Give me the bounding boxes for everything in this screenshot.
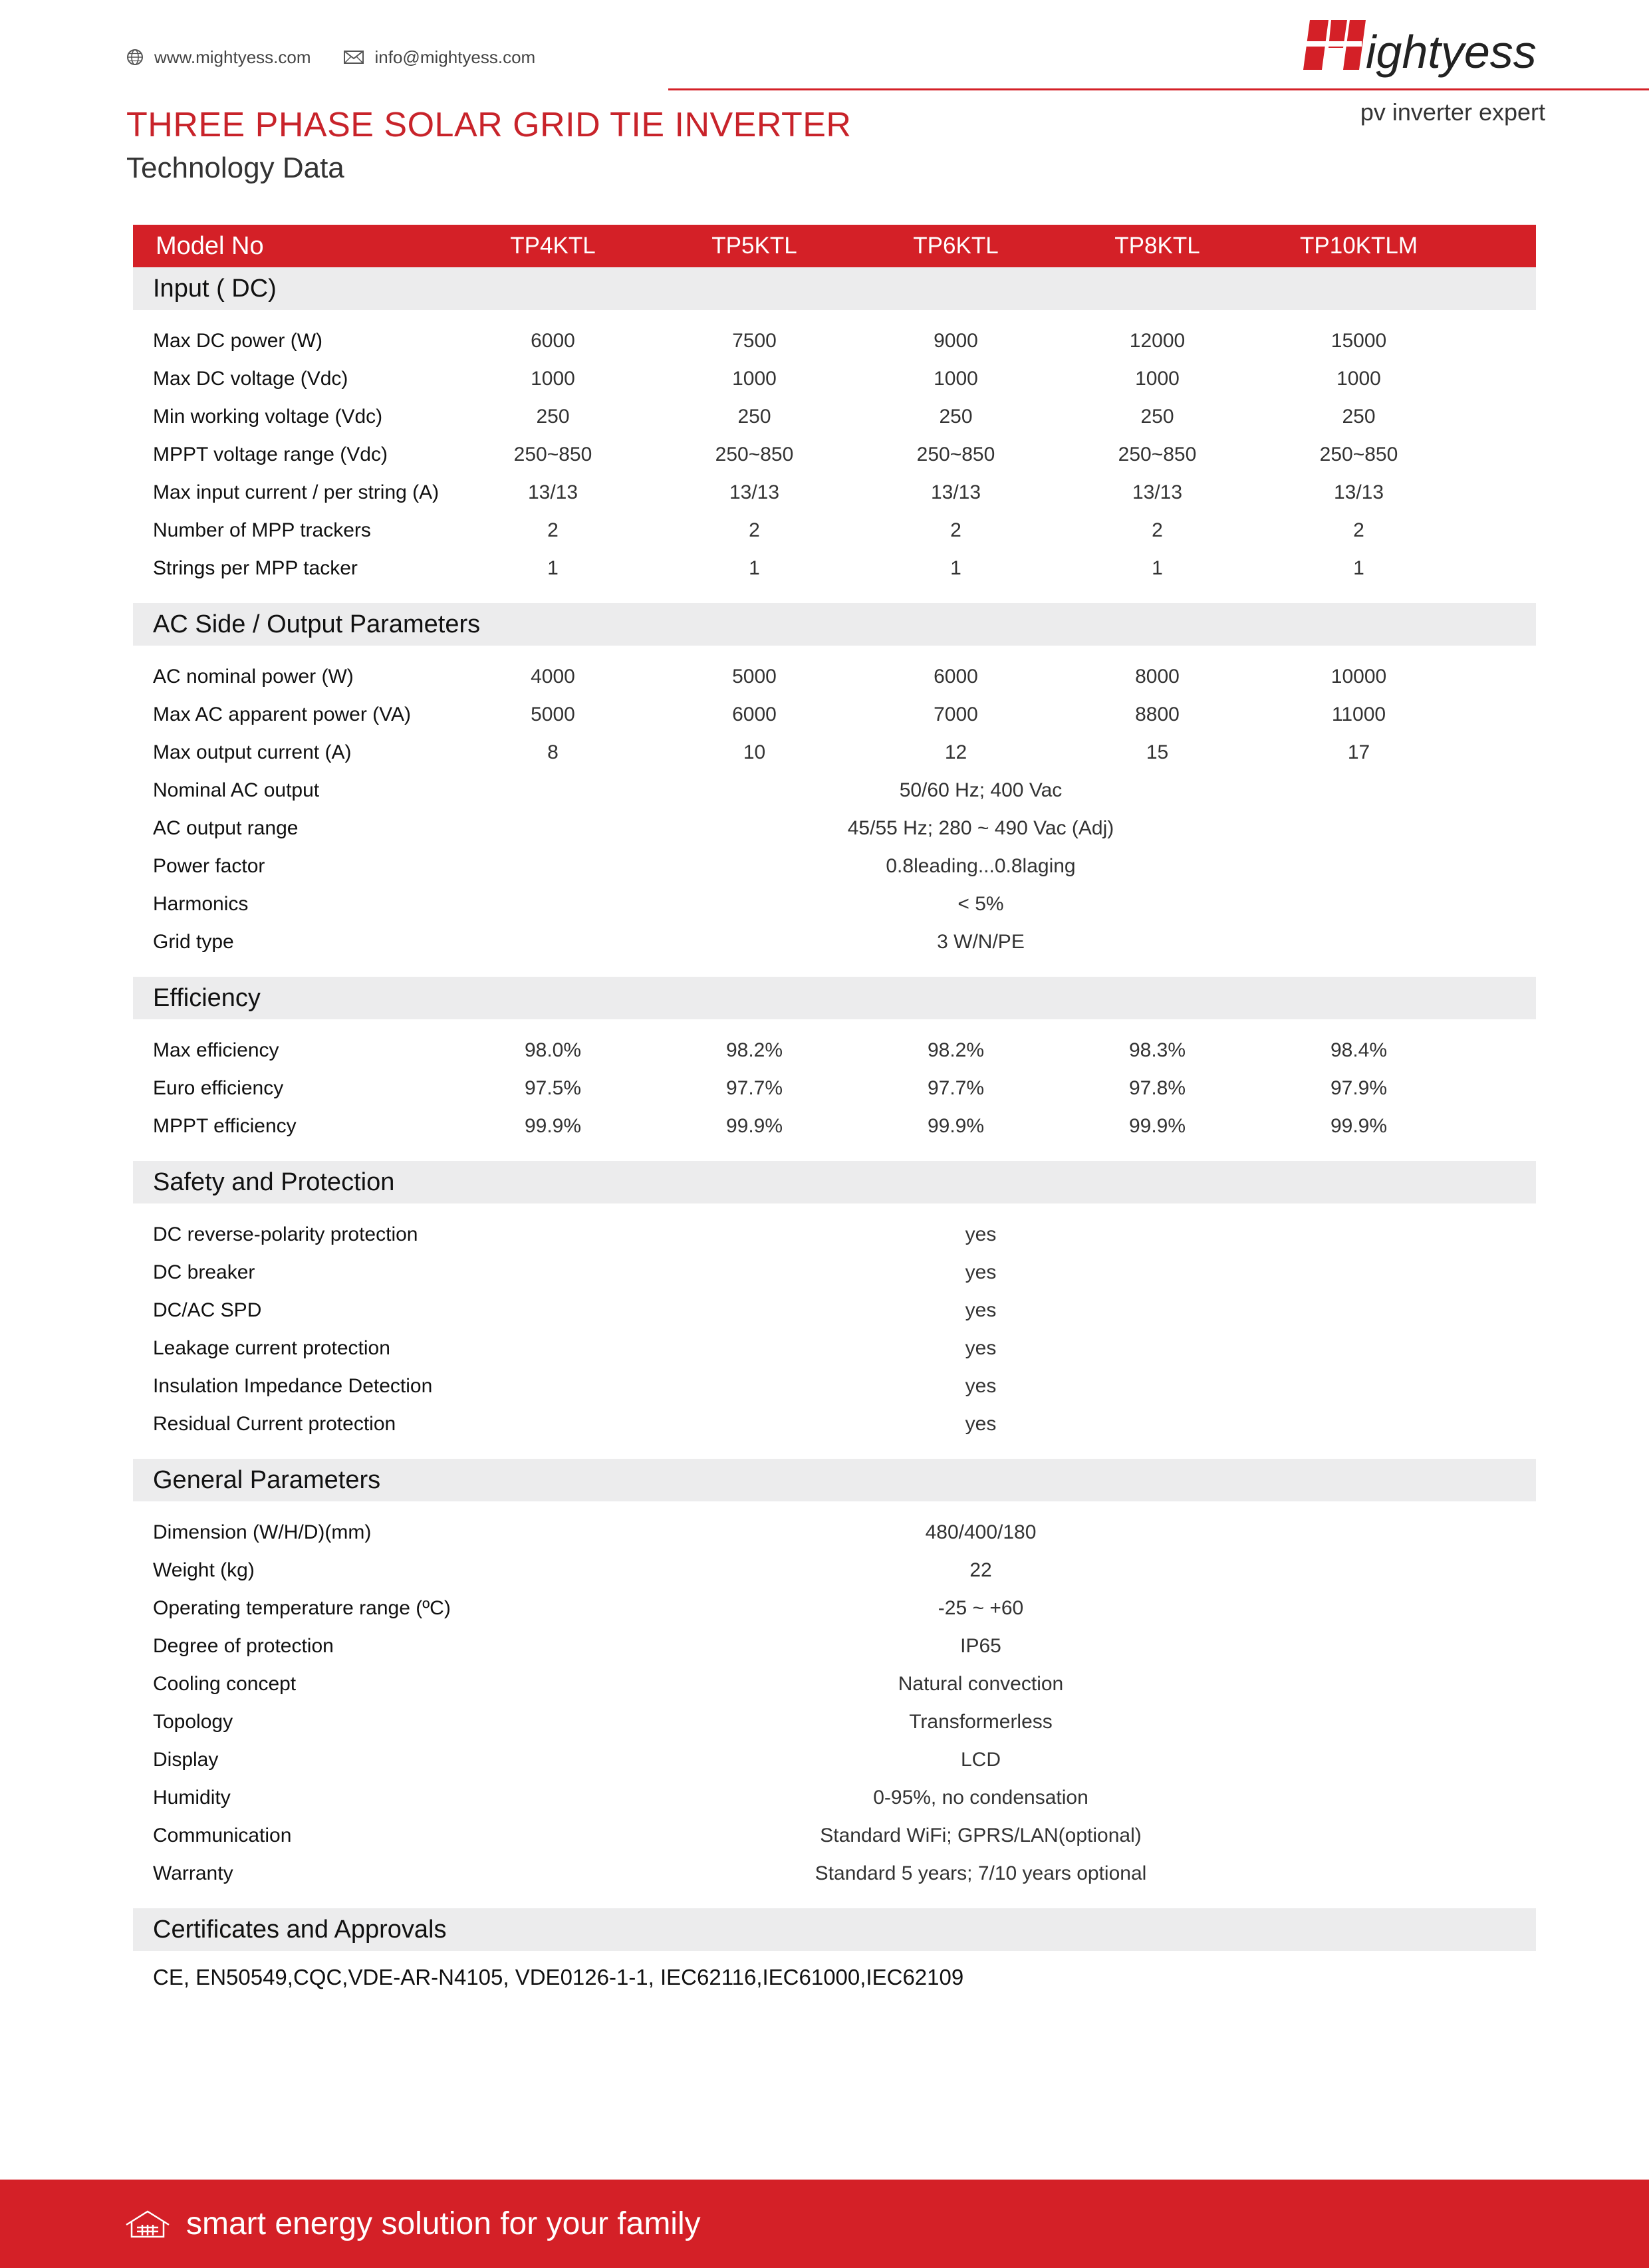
cell-value: 250 xyxy=(1342,405,1376,428)
cell-value: yes xyxy=(965,1261,997,1283)
cell-value: 10 xyxy=(743,741,766,763)
cell-value: 13/13 xyxy=(527,481,578,503)
section-title-general: General Parameters xyxy=(133,1459,1536,1501)
cell-value: Transformerless xyxy=(909,1710,1053,1733)
model-name: TP8KTL xyxy=(1114,233,1200,259)
row-label: Max output current (A) xyxy=(153,741,352,763)
row-label: Strings per MPP tacker xyxy=(153,557,358,579)
cell-value: 45/55 Hz; 280 ~ 490 Vac (Adj) xyxy=(847,817,1114,839)
row-label: Min working voltage (Vdc) xyxy=(153,405,383,428)
table-row xyxy=(133,1854,1536,1892)
table-row xyxy=(133,1215,1536,1253)
cell-value: IP65 xyxy=(960,1634,1001,1657)
table-row xyxy=(133,1069,1536,1107)
row-label: AC output range xyxy=(153,817,299,839)
cell-value: 2 xyxy=(547,519,559,541)
cell-value: 250~850 xyxy=(1118,443,1197,465)
website-item[interactable] xyxy=(126,47,311,68)
table-row xyxy=(133,398,1536,436)
model-name: TP4KTL xyxy=(510,233,596,259)
cell-value: yes xyxy=(965,1374,997,1397)
section-title-safety: Safety and Protection xyxy=(133,1161,1536,1203)
row-label: Degree of protection xyxy=(153,1634,334,1657)
cell-value: Natural convection xyxy=(898,1672,1064,1695)
row-label: Dimension (W/H/D)(mm) xyxy=(153,1521,372,1543)
row-label: MPPT voltage range (Vdc) xyxy=(153,443,388,465)
cell-value: Standard WiFi; GPRS/LAN(optional) xyxy=(820,1824,1142,1846)
cell-value: 17 xyxy=(1347,741,1370,763)
cell-value: 2 xyxy=(749,519,760,541)
document-title: THREE PHASE SOLAR GRID TIE INVERTER xyxy=(126,106,852,144)
cell-value: 2 xyxy=(950,519,961,541)
row-label: Power factor xyxy=(153,854,265,877)
cell-value: 13/13 xyxy=(1333,481,1384,503)
table-row xyxy=(133,733,1536,771)
row-label: MPPT efficiency xyxy=(153,1114,297,1137)
table-row xyxy=(133,1551,1536,1589)
cell-value: 10000 xyxy=(1331,665,1387,688)
cell-value: 250 xyxy=(1140,405,1174,428)
table-row xyxy=(133,1329,1536,1367)
table-row xyxy=(133,360,1536,398)
cell-value: 99.9% xyxy=(1330,1114,1388,1137)
cell-value: 0.8leading...0.8laging xyxy=(886,854,1076,877)
row-label: DC reverse-polarity protection xyxy=(153,1223,418,1245)
cell-value: 97.8% xyxy=(1128,1076,1186,1099)
row-label: Residual Current protection xyxy=(153,1412,396,1435)
table-row xyxy=(133,1665,1536,1703)
table-row xyxy=(133,436,1536,473)
model-name: TP10KTLM xyxy=(1300,233,1418,259)
email-link[interactable]: info@mightyess.com xyxy=(374,47,536,67)
cell-value: 1000 xyxy=(934,367,978,390)
cell-value: 12 xyxy=(944,741,967,763)
section-title-efficiency: Efficiency xyxy=(133,977,1536,1019)
table-row xyxy=(133,809,1536,847)
cell-value: 97.7% xyxy=(725,1076,783,1099)
table-row xyxy=(133,1291,1536,1329)
row-label: Euro efficiency xyxy=(153,1076,284,1099)
cell-value: 4000 xyxy=(531,665,575,688)
certificates-list: CE, EN50549,CQC,VDE-AR-N4105, VDE0126-1-1, IEC62116,IEC61000,IEC62109 xyxy=(153,1965,964,1989)
row-label: Humidity xyxy=(153,1786,231,1809)
table-row xyxy=(133,1703,1536,1741)
row-label: Max AC apparent power (VA) xyxy=(153,703,411,725)
footer-banner xyxy=(0,2180,1649,2268)
table-row xyxy=(133,473,1536,511)
cell-value: 1000 xyxy=(732,367,777,390)
cell-value: 98.0% xyxy=(524,1039,582,1061)
table-row xyxy=(133,1107,1536,1145)
cell-value: 12000 xyxy=(1129,329,1186,352)
cell-value: 13/13 xyxy=(1132,481,1183,503)
cell-value: 1 xyxy=(749,557,760,579)
cell-value: 6000 xyxy=(732,703,777,725)
cell-value: 99.9% xyxy=(1128,1114,1186,1137)
spec-table xyxy=(133,225,1536,2004)
row-label: Weight (kg) xyxy=(153,1559,255,1581)
cell-value: 22 xyxy=(969,1559,992,1581)
cell-value: yes xyxy=(965,1223,997,1245)
cell-value: 250 xyxy=(737,405,771,428)
model-name: TP5KTL xyxy=(711,233,797,259)
cell-value: yes xyxy=(965,1336,997,1359)
cell-value: 99.9% xyxy=(927,1114,985,1137)
logo-wordmark: ightyess xyxy=(1366,26,1537,78)
cell-value: 8 xyxy=(547,741,559,763)
cell-value: 1000 xyxy=(1135,367,1180,390)
globe-icon xyxy=(126,49,144,66)
house-sun-icon xyxy=(124,2209,172,2239)
row-label: Nominal AC output xyxy=(153,779,320,801)
cell-value: 2 xyxy=(1353,519,1364,541)
website-link[interactable]: www.mightyess.com xyxy=(154,47,311,67)
cell-value: 97.5% xyxy=(524,1076,582,1099)
footer-slogan: smart energy solution for your family xyxy=(186,2206,701,2241)
table-row xyxy=(133,511,1536,549)
table-row xyxy=(133,658,1536,695)
cell-value: 5000 xyxy=(732,665,777,688)
section-title-certificates: Certificates and Approvals xyxy=(133,1908,1536,1951)
cell-value: 15000 xyxy=(1331,329,1387,352)
cell-value: 98.4% xyxy=(1330,1039,1388,1061)
cell-value: 1 xyxy=(950,557,961,579)
table-row xyxy=(133,549,1536,587)
cell-value: 1000 xyxy=(1336,367,1381,390)
cell-value: 6000 xyxy=(531,329,575,352)
row-label: Leakage current protection xyxy=(153,1336,390,1359)
cell-value: 9000 xyxy=(934,329,978,352)
row-label: Max DC voltage (Vdc) xyxy=(153,367,348,390)
table-row xyxy=(133,322,1536,360)
document-subtitle: Technology Data xyxy=(126,152,344,184)
table-row xyxy=(133,847,1536,885)
cell-value: 98.3% xyxy=(1128,1039,1186,1061)
cell-value: 5000 xyxy=(531,703,575,725)
cell-value: 8800 xyxy=(1135,703,1180,725)
cell-value: 8000 xyxy=(1135,665,1180,688)
table-row xyxy=(133,1589,1536,1627)
cell-value: 250~850 xyxy=(513,443,592,465)
row-label: Number of MPP trackers xyxy=(153,519,371,541)
row-label: AC nominal power (W) xyxy=(153,665,354,688)
row-label: DC breaker xyxy=(153,1261,255,1283)
cell-value: < 5% xyxy=(957,892,1004,915)
cell-value: 250 xyxy=(939,405,973,428)
cell-value: 50/60 Hz; 400 Vac xyxy=(899,779,1063,801)
row-label: DC/AC SPD xyxy=(153,1299,262,1321)
cell-value: LCD xyxy=(960,1748,1001,1771)
row-label: Topology xyxy=(153,1710,233,1733)
email-item[interactable] xyxy=(343,47,536,68)
cell-value: 15 xyxy=(1146,741,1169,763)
cell-value: 98.2% xyxy=(725,1039,783,1061)
row-label: Cooling concept xyxy=(153,1672,297,1695)
table-row xyxy=(133,1031,1536,1069)
row-label: Operating temperature range (ºC) xyxy=(153,1596,451,1619)
cell-value: 7000 xyxy=(934,703,978,725)
table-row xyxy=(133,771,1536,809)
table-row xyxy=(133,695,1536,733)
table-row xyxy=(133,1741,1536,1779)
table-row xyxy=(133,1817,1536,1854)
brand-logo xyxy=(1297,7,1549,86)
section-title-input-dc: Input ( DC) xyxy=(133,267,1536,310)
cell-value: Standard 5 years; 7/10 years optional xyxy=(815,1862,1147,1884)
cell-value: 1 xyxy=(547,557,559,579)
cell-value: 2 xyxy=(1152,519,1163,541)
cell-value: 250~850 xyxy=(715,443,794,465)
cell-value: 3 W/N/PE xyxy=(937,930,1025,953)
section-title-ac-output: AC Side / Output Parameters xyxy=(133,603,1536,646)
cell-value: 7500 xyxy=(732,329,777,352)
row-label: Insulation Impedance Detection xyxy=(153,1374,433,1397)
cell-value: 13/13 xyxy=(729,481,780,503)
row-label: Display xyxy=(153,1748,219,1771)
brand-tagline: pv inverter expert xyxy=(1360,98,1545,126)
table-row xyxy=(133,1627,1536,1665)
row-label: Grid type xyxy=(153,930,234,953)
mail-icon xyxy=(343,49,364,65)
cell-value: 99.9% xyxy=(725,1114,783,1137)
table-row xyxy=(133,1367,1536,1405)
cell-value: 0-95%, no condensation xyxy=(873,1786,1088,1809)
model-no-label: Model No xyxy=(156,231,264,260)
cell-value: 250~850 xyxy=(916,443,995,465)
header-divider xyxy=(668,88,1649,90)
row-label: Max input current / per string (A) xyxy=(153,481,440,503)
model-name: TP6KTL xyxy=(913,233,999,259)
logo-mark xyxy=(1303,20,1366,70)
cell-value: 99.9% xyxy=(524,1114,582,1137)
cell-value: yes xyxy=(965,1412,997,1435)
cell-value: yes xyxy=(965,1299,997,1321)
row-label: Max DC power (W) xyxy=(153,329,323,352)
cell-value: -25 ~ +60 xyxy=(938,1596,1024,1619)
row-label: Warranty xyxy=(153,1862,233,1884)
table-row xyxy=(133,1779,1536,1817)
row-label: Communication xyxy=(153,1824,292,1846)
cell-value: 1 xyxy=(1152,557,1163,579)
row-label: Harmonics xyxy=(153,892,249,915)
table-row xyxy=(133,885,1536,923)
cell-value: 97.7% xyxy=(927,1076,985,1099)
cell-value: 97.9% xyxy=(1330,1076,1388,1099)
cell-value: 250 xyxy=(536,405,570,428)
contact-bar xyxy=(126,44,567,70)
cell-value: 1 xyxy=(1353,557,1364,579)
table-row xyxy=(133,1253,1536,1291)
cell-value: 13/13 xyxy=(930,481,981,503)
table-row xyxy=(133,1513,1536,1551)
cell-value: 250~850 xyxy=(1319,443,1398,465)
table-row xyxy=(133,1405,1536,1443)
row-label: Max efficiency xyxy=(153,1039,279,1061)
cell-value: 98.2% xyxy=(927,1039,985,1061)
cell-value: 480/400/180 xyxy=(925,1521,1037,1543)
cell-value: 6000 xyxy=(934,665,978,688)
cell-value: 1000 xyxy=(531,367,575,390)
table-row xyxy=(133,923,1536,961)
cell-value: 11000 xyxy=(1331,703,1386,725)
model-header-row xyxy=(133,225,1536,267)
